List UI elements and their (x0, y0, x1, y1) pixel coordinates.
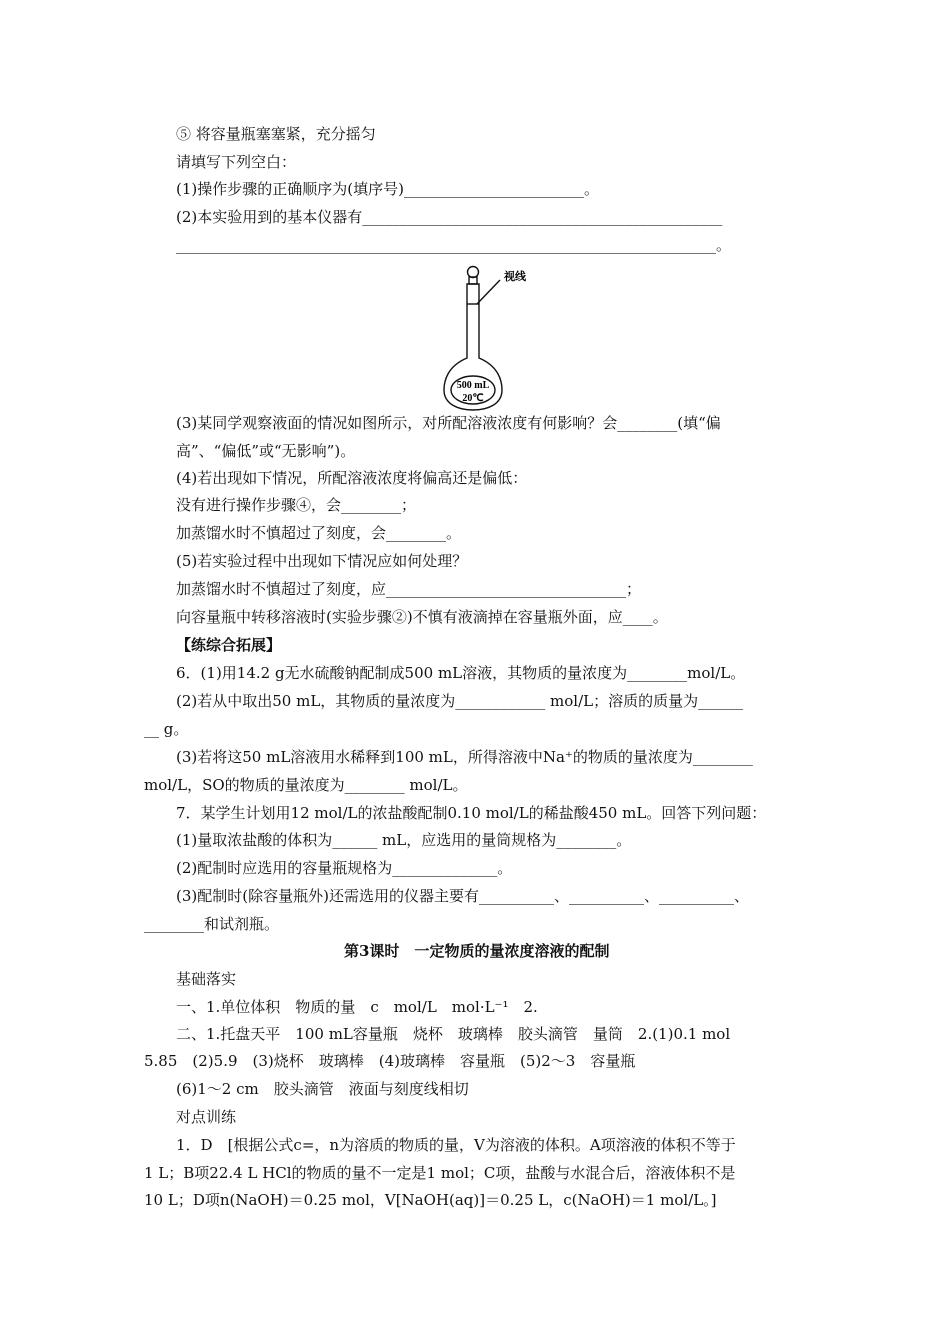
text-line: ________________________________________________________________________。 (176, 236, 732, 254)
text-line: 6．(1)用14.2 g无水硫酸钠配制成500 mL溶液，其物质的量浓度为________mol/L。 (176, 664, 746, 682)
text-line: (1)操作步骤的正确顺序为(填序号)________________________。 (176, 180, 599, 198)
text-line: 加蒸馏水时不慎超过了刻度，应________________________________； (176, 580, 642, 598)
volumetric-flask-figure (440, 262, 550, 412)
text-line: (2)配制时应选用的容量瓶规格为______________。 (176, 859, 513, 877)
text-line: mol/L，SO的物质的量浓度为________ mol/L。 (144, 776, 468, 794)
text-line: ⑤ 将容量瓶塞塞紧，充分摇匀 (176, 125, 376, 143)
text-line: (2)若从中取出50 mL，其物质的量浓度为____________ mol/L；溶质的质量为______ (176, 692, 744, 710)
flask-volume-label: 500 mL (456, 380, 490, 391)
text-line: __ g。 (144, 720, 189, 738)
text-line: 1．D [根据公式c=，n为溶质的物质的量，V为溶液的体积。A项溶液的体积不等于 (176, 1136, 736, 1154)
lesson-title: 第3课时 一定物质的量浓度溶液的配制 (344, 942, 610, 960)
text-line: (1)量取浓盐酸的体积为______ mL，应选用的量筒规格为________。 (176, 831, 632, 849)
text-line: (3)若将这50 mL溶液用水稀释到100 mL，所得溶液中Na⁺的物质的量浓度为________ (176, 748, 753, 766)
text-line: 1 L；B项22.4 L HCl的物质的量不一定是1 mol；C项，盐酸与水混合后，溶液体积不是 (144, 1164, 736, 1182)
text-line: (4)若出现如下情况，所配溶液浓度将偏高还是偏低： (176, 469, 528, 487)
text-line: 基础落实 (176, 970, 237, 988)
text-line: 一、1.单位体积 物质的量 c mol/L mol·L⁻¹ 2. (176, 998, 538, 1016)
text-line: (6)1～2 cm 胶头滴管 液面与刻度线相切 (176, 1080, 469, 1098)
text-line: 高”、“偏低”或“无影响”)。 (176, 442, 356, 460)
text-line: 对点训练 (176, 1108, 237, 1126)
text-line: 二、1.托盘天平 100 mL容量瓶 烧杯 玻璃棒 胶头滴管 量筒 2.(1)0.1 mol (176, 1025, 731, 1043)
text-line: 请填写下列空白： (176, 153, 297, 171)
text-line: (3)某同学观察液面的情况如图所示，对所配溶液浓度有何影响？会________(填“偏 (176, 414, 721, 432)
text-line: 7．某学生计划用12 mol/L的浓盐酸配制0.10 mol/L的稀盐酸450 mL。回答下列问题： (176, 804, 767, 822)
text-line: 5.85 (2)5.9 (3)烧杯 玻璃棒 (4)玻璃棒 容量瓶 (5)2～3 容量瓶 (144, 1052, 636, 1070)
text-line: ________和试剂瓶。 (144, 915, 280, 933)
text-line: (2)本实验用到的基本仪器有________________________________________________ (176, 208, 723, 226)
flask-temp-label: 20℃ (462, 393, 484, 404)
text-line: (3)配制时(除容量瓶外)还需选用的仪器主要有__________、__________、__________、 (176, 887, 749, 905)
text-line: 10 L；D项n(NaOH)＝0.25 mol，V[NaOH(aq)]＝0.25 L，c(NaOH)＝1 mol/L。] (144, 1191, 717, 1209)
sight-line-label: 视线 (504, 270, 526, 283)
text-line: 加蒸馏水时不慎超过了刻度，会________。 (176, 524, 462, 542)
text-line: (5)若实验过程中出现如下情况应如何处理？ (176, 552, 468, 570)
section-heading: 【练综合拓展】 (176, 636, 282, 654)
text-line: 没有进行操作步骤④，会________； (176, 496, 417, 514)
text-line: 向容量瓶中转移溶液时(实验步骤②)不慎有液滴掉在容量瓶外面，应____。 (176, 608, 668, 626)
